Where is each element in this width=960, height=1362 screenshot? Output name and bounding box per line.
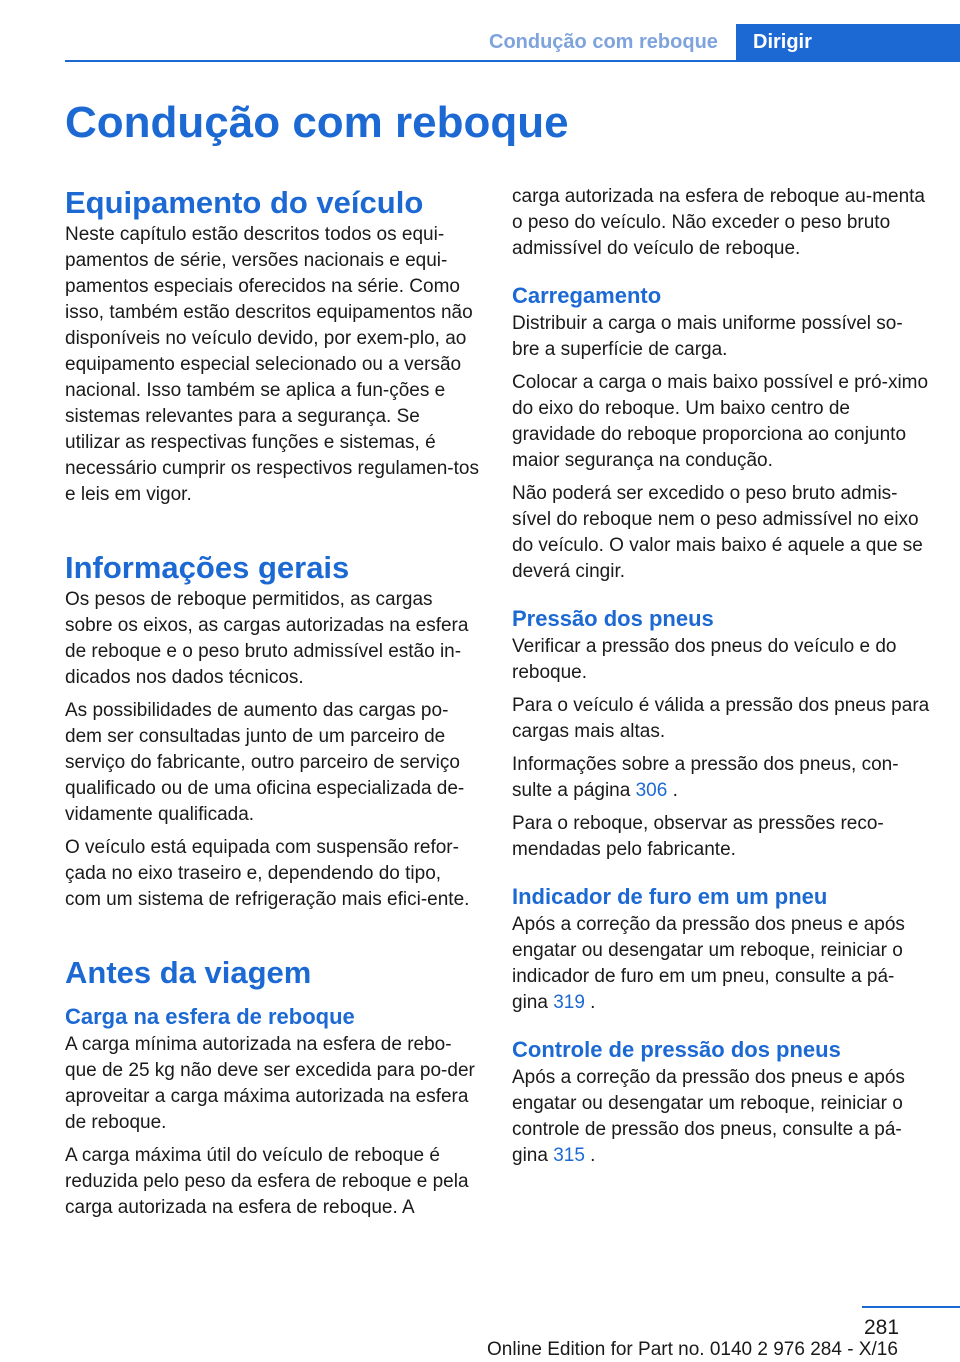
paragraph: Distribuir a carga o mais uniforme possível so-bre a superfície de carga.	[512, 313, 903, 360]
paragraph-with-link: Após a correção da pressão dos pneus e após engatar ou desengatar um reboque, reiniciar o controle de pressão dos pneus, consulte a pá-gina 315 .	[512, 1067, 905, 1166]
paragraph: Neste capítulo estão descritos todos os equi-pamentos de série, versões nacionais e equi-pamentos especiais oferecidos na série. Como isso, também estão descritos equipamentos não disponíveis no veículo devido, por exem-plo, ao equipamento especial selecionado ou a versão nacional. Isso também se aplica a fun-ções e sistemas relevantes para a segurança. Se utilizar as respectivas funções e sistemas, é necessário cumprir os respectivos regulamen-tos e leis em vigor.	[65, 224, 479, 505]
page-link-306[interactable]: 306	[635, 780, 668, 801]
heading-vehicle-equipment: Equipamento do veículo	[65, 185, 424, 220]
heading-tire-pressure-monitor: Controle de pressão dos pneus	[512, 1037, 841, 1062]
heading-before-trip: Antes da viagem	[65, 955, 312, 990]
header-section-title: Condução com reboque	[489, 31, 718, 53]
edition-note: Online Edition for Part no. 0140 2 976 284 - X/16	[487, 1339, 898, 1360]
paragraph-with-link: Após a correção da pressão dos pneus e após engatar ou desengatar um reboque, reiniciar o indicador de furo em um pneu, consulte a pá-gina 319 .	[512, 914, 905, 1013]
footer-rule	[862, 1306, 960, 1308]
page-number: 281	[864, 1316, 900, 1339]
paragraph: O veículo está equipada com suspensão refor-çada no eixo traseiro e, dependendo do tipo, com um sistema de refrigeração mais efici-ente.	[65, 837, 470, 910]
paragraph: carga autorizada na esfera de reboque au-menta o peso do veículo. Não exceder o peso bruto admissível do veículo de reboque.	[512, 186, 925, 259]
heading-flat-tire-indicator: Indicador de furo em um pneu	[512, 884, 828, 909]
page-link-315[interactable]: 315	[553, 1145, 585, 1166]
heading-tow-ball-load: Carga na esfera de reboque	[65, 1004, 355, 1029]
right-column	[512, 184, 930, 1176]
paragraph: A carga máxima útil do veículo de reboque é reduzida pelo peso da esfera de reboque e pela carga autorizada na esfera de reboque. A	[65, 1145, 469, 1218]
page-title: Condução com reboque	[65, 98, 569, 147]
paragraph: Para o veículo é válida a pressão dos pneus para cargas mais altas.	[512, 695, 930, 742]
page-link-319[interactable]: 319	[553, 992, 585, 1013]
paragraph: A carga mínima autorizada na esfera de rebo-que de 25 kg não deve ser excedida para po-der aproveitar a carga máxima autorizada na esfera de reboque.	[65, 1034, 475, 1133]
paragraph-with-link: Informações sobre a pressão dos pneus, con-sulte a página 306 .	[512, 754, 899, 801]
paragraph: Não poderá ser excedido o peso bruto admis-sível do reboque nem o peso admissível no eixo do veículo. O valor mais baixo é aquele a que se deverá cingir.	[512, 483, 923, 582]
paragraph: Colocar a carga o mais baixo possível e pró-ximo do eixo do reboque. Um baixo centro de gravidade do reboque proporciona ao conjunto maior segurança na condução.	[512, 372, 929, 471]
heading-general-info: Informações gerais	[65, 550, 350, 585]
paragraph: Os pesos de reboque permitidos, as cargas sobre os eixos, as cargas autorizadas na esfera de reboque e o peso bruto admissível estão in-dicados nos dados técnicos.	[65, 589, 469, 688]
heading-tire-pressure: Pressão dos pneus	[512, 606, 714, 631]
paragraph: As possibilidades de aumento das cargas po-dem ser consultadas junto de um parceiro de serviço do fabricante, outro parceiro de serviço qualificado ou de uma oficina especializada de-vidamente qualificada.	[65, 700, 465, 825]
paragraph: Verificar a pressão dos pneus do veículo e do reboque.	[512, 636, 897, 683]
left-column	[65, 184, 480, 1228]
header-chapter-tab: Dirigir	[736, 24, 960, 62]
heading-loading: Carregamento	[512, 283, 662, 308]
paragraph: Para o reboque, observar as pressões reco-mendadas pelo fabricante.	[512, 813, 884, 860]
